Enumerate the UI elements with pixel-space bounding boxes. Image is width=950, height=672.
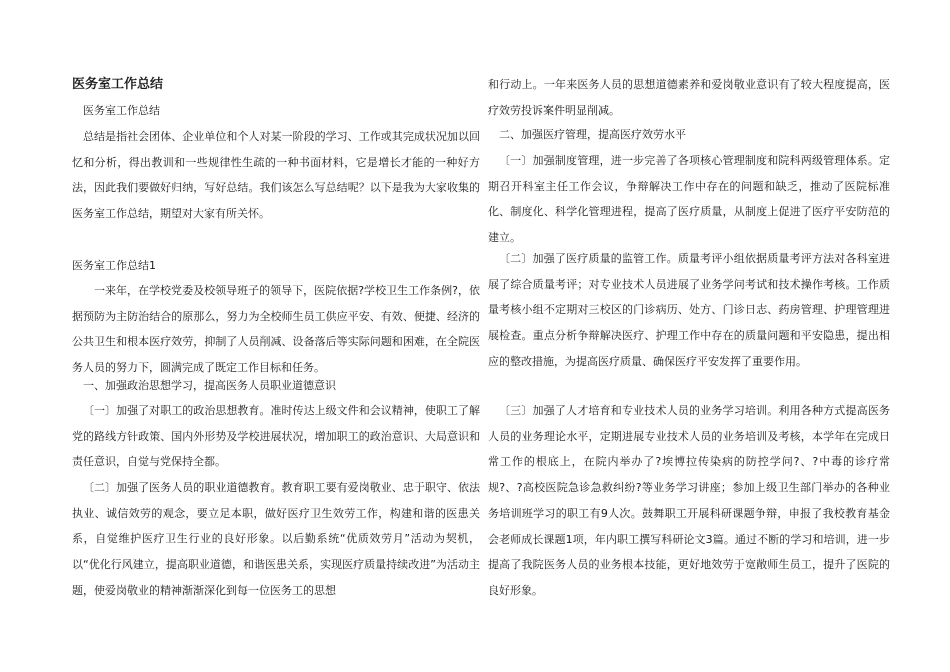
opening-paragraph: 一来年，在学校党委及校领导班子的领导下，医院依据?学校卫生工作条例?，依据预防为主防治结合的原那么，努力为全校师生员工供应平安、有效、便捷、经济的公共卫生和根本医疗效劳，抑制了人员削减、设备落后等实际问题和困难，在全院医务人员的努力下，圆满完成了既定工作目标和任务。 (72, 284, 480, 375)
continuation-paragraph: 和行动上。一年来医务人员的思想道德素养和爱岗敬业意识有了较大程度提高，医疗效劳投诉案件明显削减。 (488, 78, 890, 117)
paragraph-system-management: 〔一〕加强制度管理，进一步完善了各项核心管理制度和院科两级管理体系。定期召开科室主任工作会议，争辩解决工作中存在的问题和缺乏，推动了医院标准化、制度化、科学化管理进程，提高了医疗质量，从制度上促进了医疗平安防范的建立。 (488, 154, 890, 245)
paragraph-political-education: 〔一〕加强了对职工的政治思想教育。准时传达上级文件和会议精神，使职工了解党的路线方针政策、国内外形势及学校进展状况，增加职工的政治意识、大局意识和责任意识，自觉与党保持全都。 (72, 404, 480, 469)
document-subtitle: 医务室工作总结 (83, 104, 160, 117)
paragraph-training: 〔三〕加强了人才培育和专业技术人员的业务学习培训。利用各种方式提高医务人员的业务理论水平，定期进展专业技术人员的业务培训及考核，本学年在完成日常工作的根底上，在院内举办了?埃博拉传染病的防控学问?、?中毒的诊疗常规?、?高校医院急诊急救纠纷?等业务学习讲座；参加上级卫生部门举办的各种业务培训班学习的职工有9人次。鼓舞职工开展科研课题争辩，申报了我校教育基金会老师成长课题1项，年内职工撰写科研论文3篇。通过不断的学习和培训，进一步提高了我院医务人员的业务根本技能，更好地效劳于宽敞师生员工，提升了医院的良好形象。 (488, 404, 890, 597)
heading-one: 一、加强政治思想学习，提高医务人员职业道德意识 (83, 379, 336, 392)
section-title: 医务室工作总结1 (72, 259, 156, 272)
document-title: 医务室工作总结 (72, 77, 164, 92)
paragraph-quality-supervision: 〔二〕加强了医疗质量的监管工作。质量考评小组依据质量考评方法对各科室进展了综合质量考评；对专业技术人员进展了业务学问考试和技术操作考核。工作质量考核小组不定期对三校区的门诊病历、处方、门诊日志、药房管理、护理管理进展检查。重点分析争辩解决医疗、护理工作中存在的质量问题和平安隐患，提出相应的整改措施，为提高医疗质量、确保医疗平安发挥了重要作用。 (488, 252, 890, 368)
intro-paragraph: 总结是指社会团体、企业单位和个人对某一阶段的学习、工作或其完成状况加以回忆和分析，得出教训和一些规律性生疏的一种书面材料，它是增长才能的一种好方法，因此我们要做好归纳，写好总结。我们该怎么写总结呢？以下是我为大家收集的医务室工作总结，期望对大家有所关怀。 (72, 130, 480, 221)
paragraph-professional-ethics: 〔二〕加强了医务人员的职业道德教育。教育职工要有爱岗敬业、忠于职守、依法执业、诚信效劳的观念，要立足本职，做好医疗卫生效劳工作，构建和谐的医患关系，自觉维护医疗卫生行业的良好形象。以后勤系统“优质效劳月”活动为契机，以“优化行风建立，提高职业道德，和谐医患关系，实现医疗质量持续改进”为活动主题，使爱岗敬业的精神渐渐深化到每一位医务工的思想 (72, 481, 480, 597)
heading-two: 二、加强医疗管理，提高医疗效劳水平 (499, 128, 686, 141)
